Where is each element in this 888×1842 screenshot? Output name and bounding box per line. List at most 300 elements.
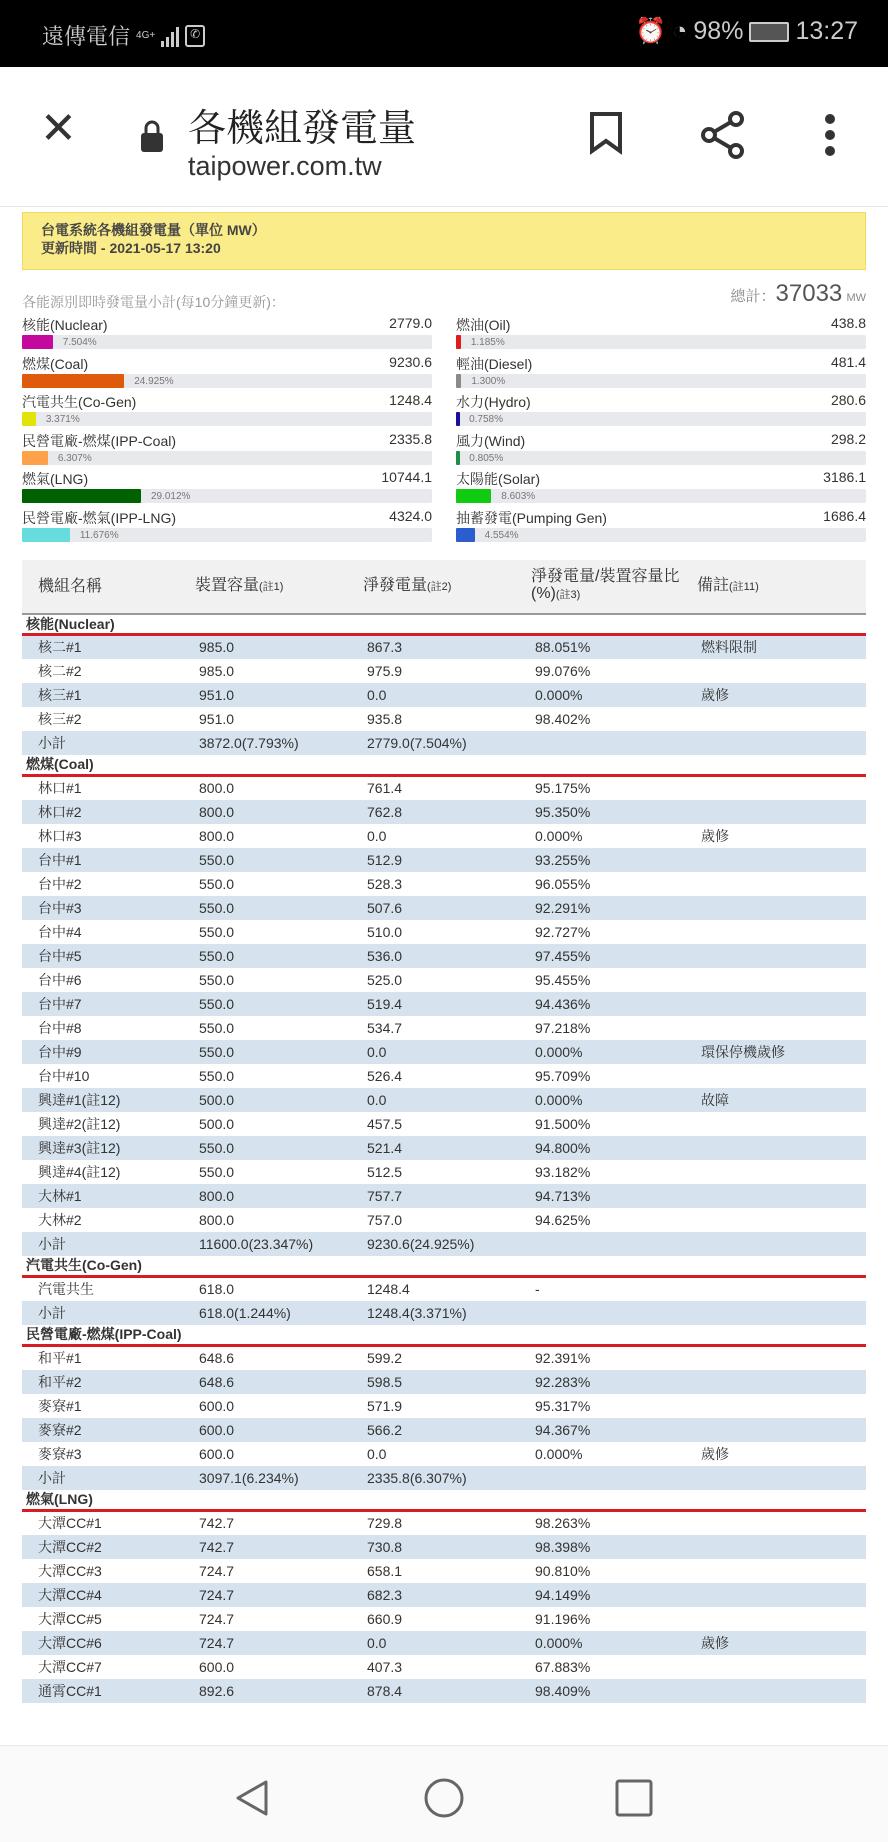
capacity: 550.0 xyxy=(195,1136,363,1160)
unit-name: 核二#1 xyxy=(22,635,195,659)
net-output: 2779.0(7.504%) xyxy=(363,731,531,755)
section-title: 民營電廠-燃煤(IPP-Coal) xyxy=(22,1325,866,1346)
unit-name: 核三#2 xyxy=(38,710,82,727)
unit-name: 林口#3 xyxy=(38,827,82,844)
table-row xyxy=(22,1136,866,1160)
remark xyxy=(697,1370,866,1394)
unit-name: 大林#2 xyxy=(38,1211,82,1228)
signal-icon xyxy=(161,25,179,47)
energy-bar-fill xyxy=(456,412,460,426)
unit-name: 興達#4(註12) xyxy=(38,1163,121,1180)
ratio xyxy=(531,1301,697,1325)
remark xyxy=(697,1301,866,1325)
alarm-icon: ⏰ xyxy=(635,17,667,45)
table-row xyxy=(22,1535,866,1559)
total-value: 37033 xyxy=(775,280,843,307)
table-row xyxy=(22,635,866,659)
capacity: 724.7 xyxy=(199,1562,235,1579)
unit-name: 核二#2 xyxy=(38,662,82,679)
energy-bar xyxy=(22,335,432,349)
unit-name: 大潭CC#3 xyxy=(38,1562,102,1579)
energy-item xyxy=(22,430,432,469)
energy-value: 10744.1 xyxy=(381,469,432,486)
ratio: 98.263% xyxy=(535,1515,591,1532)
remark xyxy=(697,731,866,755)
energy-percent: 0.758% xyxy=(469,414,504,426)
remark xyxy=(697,1112,866,1136)
unit-name: 林口#2 xyxy=(22,800,195,824)
unit-name: 台中#2 xyxy=(38,875,82,892)
remark xyxy=(697,944,866,968)
table-row xyxy=(22,896,866,920)
ratio: 94.713% xyxy=(531,1184,697,1208)
capacity: 951.0 xyxy=(195,683,363,707)
ratio: 0.000% xyxy=(535,827,583,844)
energy-bar-fill xyxy=(22,412,36,426)
net-output: 599.2 xyxy=(367,1350,403,1367)
remark xyxy=(697,1064,866,1088)
capacity: 600.0 xyxy=(199,1445,235,1462)
table-row xyxy=(22,920,866,944)
ratio: 94.625% xyxy=(535,1211,591,1228)
net-output: 0.0 xyxy=(363,683,531,707)
table-row xyxy=(22,824,866,848)
capacity: 550.0 xyxy=(199,1067,235,1084)
net-output: 878.4 xyxy=(363,1679,531,1703)
table-row xyxy=(22,968,866,992)
unit-name: 通霄CC#1 xyxy=(22,1679,195,1703)
energy-name: 太陽能(Solar) xyxy=(456,471,541,488)
remark xyxy=(697,1232,866,1256)
ratio: - xyxy=(535,1281,540,1298)
ratio: 94.149% xyxy=(531,1583,697,1607)
energy-percent: 0.805% xyxy=(469,452,504,464)
ratio: 94.800% xyxy=(531,1136,697,1160)
net-output: 0.0 xyxy=(367,827,387,844)
unit-name: 和平#1 xyxy=(38,1350,82,1367)
energy-value: 3186.1 xyxy=(823,469,866,486)
net-output: 660.9 xyxy=(367,1610,403,1627)
net-output: 521.4 xyxy=(363,1136,531,1160)
capacity: 742.7 xyxy=(195,1535,363,1559)
capacity: 648.6 xyxy=(195,1370,363,1394)
unit-name: 大潭CC#6 xyxy=(22,1631,195,1655)
energy-bar xyxy=(456,451,866,465)
section-title: 燃煤(Coal) xyxy=(22,755,866,776)
remark: 歲修 xyxy=(701,827,729,844)
ratio: 98.409% xyxy=(531,1679,697,1703)
energy-bar-fill xyxy=(456,528,475,542)
remark xyxy=(697,1016,866,1040)
capacity: 648.6 xyxy=(199,1350,235,1367)
unit-name: 興達#1(註12) xyxy=(22,1088,195,1112)
energy-bar xyxy=(456,412,866,426)
ratio xyxy=(531,1232,697,1256)
net-output: 526.4 xyxy=(367,1067,403,1084)
energy-bar xyxy=(22,528,432,542)
ratio: 92.291% xyxy=(531,896,697,920)
remark xyxy=(697,1184,866,1208)
net-output: 757.0 xyxy=(367,1211,403,1228)
section-header xyxy=(22,1490,866,1511)
energy-value: 280.6 xyxy=(830,392,866,409)
unit-name: 台中#1 xyxy=(22,848,195,872)
capacity: 600.0 xyxy=(199,1397,235,1414)
net-output: 528.3 xyxy=(367,875,403,892)
remark xyxy=(697,872,866,896)
energy-percent: 4.554% xyxy=(484,529,519,541)
remark xyxy=(697,920,866,944)
table-row xyxy=(22,1277,866,1301)
generator-table xyxy=(22,560,866,1703)
capacity: 550.0 xyxy=(195,848,363,872)
table-row xyxy=(22,1208,866,1232)
ratio: 95.317% xyxy=(535,1397,591,1414)
energy-item xyxy=(456,353,866,392)
ratio: 0.000% xyxy=(531,1088,697,1112)
capacity: 550.0 xyxy=(199,1019,235,1036)
battery-percent: 98% xyxy=(693,17,744,45)
energy-item xyxy=(22,507,432,546)
energy-item xyxy=(22,391,432,430)
capacity: 550.0 xyxy=(199,1163,235,1180)
energy-item xyxy=(456,430,866,469)
table-row xyxy=(22,707,866,731)
ratio: 0.000% xyxy=(531,1631,697,1655)
lock-icon xyxy=(140,119,164,153)
capacity: 500.0 xyxy=(199,1115,235,1132)
ratio: 98.402% xyxy=(535,710,591,727)
table-header xyxy=(22,560,866,614)
ratio: 91.196% xyxy=(535,1610,591,1627)
table-row xyxy=(22,1232,866,1256)
net-output: 9230.6(24.925%) xyxy=(363,1232,531,1256)
table-row xyxy=(22,1016,866,1040)
table-row xyxy=(22,776,866,800)
energy-bar-fill xyxy=(22,374,124,388)
net-output: 761.4 xyxy=(367,780,403,797)
total-unit: MW xyxy=(846,292,866,304)
energy-item xyxy=(456,507,866,546)
section-header xyxy=(22,614,866,635)
net-output: 975.9 xyxy=(367,662,403,679)
close-icon[interactable]: ✕ xyxy=(40,104,77,153)
unit-name: 台中#10 xyxy=(38,1067,90,1084)
notice-title: 台電系統各機組發電量（單位 MW） xyxy=(41,222,266,238)
energy-percent: 7.504% xyxy=(62,337,97,348)
capacity: 550.0 xyxy=(199,923,235,940)
table-row xyxy=(22,1184,866,1208)
energy-percent: 24.925% xyxy=(134,375,174,387)
table-row xyxy=(22,1442,866,1466)
status-bar xyxy=(0,0,888,67)
net-output: 658.1 xyxy=(367,1562,403,1579)
remark xyxy=(697,1136,866,1160)
ratio: 96.055% xyxy=(535,875,591,892)
energy-name: 水力(Hydro) xyxy=(456,394,531,411)
ratio: 0.000% xyxy=(531,683,697,707)
unit-name: 麥寮#1 xyxy=(38,1397,82,1414)
clock: 13:27 xyxy=(795,17,858,45)
more-menu-icon[interactable] xyxy=(824,113,836,157)
browser-toolbar xyxy=(0,67,888,207)
home-icon[interactable] xyxy=(424,1778,464,1823)
net-output: 1248.4 xyxy=(367,1281,410,1298)
energy-item xyxy=(456,391,866,430)
unit-name: 興達#3(註12) xyxy=(22,1136,195,1160)
capacity: 985.0 xyxy=(199,662,235,679)
unit-name: 大潭CC#2 xyxy=(22,1535,195,1559)
remark xyxy=(697,1679,866,1703)
net-output: 534.7 xyxy=(367,1019,403,1036)
ratio: 99.076% xyxy=(535,662,591,679)
net-output: 507.6 xyxy=(363,896,531,920)
energy-bar-fill xyxy=(22,489,141,503)
capacity: 618.0 xyxy=(199,1281,235,1298)
remark xyxy=(697,776,866,800)
table-row xyxy=(22,1064,866,1088)
net-output: 512.5 xyxy=(367,1163,403,1180)
energy-percent: 11.676% xyxy=(79,529,119,541)
remark xyxy=(697,1394,866,1418)
ratio: 93.182% xyxy=(535,1163,591,1180)
energy-bar xyxy=(22,374,432,388)
capacity: 550.0 xyxy=(195,944,363,968)
page-url[interactable]: taipower.com.tw xyxy=(188,151,382,181)
net-output: 407.3 xyxy=(367,1658,403,1675)
energy-bar-fill xyxy=(456,335,461,349)
capacity: 11600.0(23.347%) xyxy=(195,1232,363,1256)
energy-percent: 29.012% xyxy=(150,491,191,503)
ratio: 95.709% xyxy=(535,1067,591,1084)
remark: 歲修 xyxy=(701,1445,729,1462)
energy-name: 民營電廠-燃煤(IPP-Coal) xyxy=(22,432,177,449)
table-row xyxy=(22,1511,866,1535)
remark xyxy=(697,1208,866,1232)
energy-percent: 1.185% xyxy=(470,337,505,348)
net-output: 457.5 xyxy=(367,1115,403,1132)
energy-name: 汽電共生(Co-Gen) xyxy=(22,394,137,411)
unit-name: 台中#9 xyxy=(22,1040,195,1064)
col-name: 機組名稱 xyxy=(22,560,195,614)
ratio: 94.367% xyxy=(531,1418,697,1442)
remark xyxy=(697,896,866,920)
energy-percent: 3.371% xyxy=(45,414,80,426)
net-output: 519.4 xyxy=(363,992,531,1016)
ratio: 98.398% xyxy=(531,1535,697,1559)
unit-name: 小計 xyxy=(22,1301,195,1325)
bookmark-icon[interactable] xyxy=(588,111,624,155)
phone-icon: ✆ xyxy=(185,25,205,47)
energy-name: 風力(Wind) xyxy=(456,432,526,449)
table-row xyxy=(22,1394,866,1418)
remark xyxy=(697,659,866,683)
energy-name: 民營電廠-燃氣(IPP-LNG) xyxy=(22,509,176,526)
net-output: 757.7 xyxy=(363,1184,531,1208)
unit-name: 大潭CC#5 xyxy=(38,1610,102,1627)
table-row xyxy=(22,1607,866,1631)
energy-bar-fill xyxy=(456,451,460,465)
net-output: 512.9 xyxy=(363,848,531,872)
table-row xyxy=(22,800,866,824)
energy-item xyxy=(456,314,866,353)
energy-value: 481.4 xyxy=(830,353,866,370)
energy-bar xyxy=(22,412,432,426)
table-row xyxy=(22,1418,866,1442)
remark xyxy=(697,1511,866,1535)
net-output: 571.9 xyxy=(367,1397,403,1414)
ratio: 0.000% xyxy=(535,1445,583,1462)
energy-item xyxy=(22,353,432,392)
energy-name: 燃煤(Coal) xyxy=(22,355,89,372)
capacity: 892.6 xyxy=(195,1679,363,1703)
summary-header xyxy=(22,280,866,314)
remark xyxy=(697,1160,866,1184)
net-output: 935.8 xyxy=(367,710,403,727)
ratio: 92.727% xyxy=(535,923,591,940)
unit-name: 台中#4 xyxy=(38,923,82,940)
net-output: 0.0 xyxy=(367,1445,387,1462)
energy-bar-fill xyxy=(22,451,48,465)
ratio: 0.000% xyxy=(531,1040,697,1064)
remark: 歲修 xyxy=(697,683,866,707)
remark xyxy=(697,1655,866,1679)
remark xyxy=(697,800,866,824)
table-row xyxy=(22,1370,866,1394)
unit-name: 大潭CC#1 xyxy=(38,1515,102,1532)
ratio: 94.436% xyxy=(531,992,697,1016)
ratio: 88.051% xyxy=(531,635,697,659)
ratio: 97.455% xyxy=(531,944,697,968)
table-row xyxy=(22,683,866,707)
col-net: 淨發電量(註2) xyxy=(363,560,531,614)
capacity: 550.0 xyxy=(195,992,363,1016)
net-output: 729.8 xyxy=(367,1515,403,1532)
total-output xyxy=(731,280,866,308)
capacity: 550.0 xyxy=(195,1040,363,1064)
energy-item xyxy=(22,314,432,353)
energy-value: 438.8 xyxy=(830,315,866,331)
capacity: 800.0 xyxy=(199,827,235,844)
ratio xyxy=(531,1466,697,1490)
table-row xyxy=(22,1583,866,1607)
unit-name: 台中#7 xyxy=(22,992,195,1016)
ratio: 92.391% xyxy=(535,1350,591,1367)
energy-bar xyxy=(456,528,866,542)
remark xyxy=(697,1466,866,1490)
ratio: 97.218% xyxy=(535,1019,591,1036)
table-row xyxy=(22,1466,866,1490)
net-output: 2335.8(6.307%) xyxy=(363,1466,531,1490)
net-output: 0.0 xyxy=(363,1040,531,1064)
remark: 故障 xyxy=(697,1088,866,1112)
section-title: 核能(Nuclear) xyxy=(22,614,866,635)
energy-value: 1686.4 xyxy=(823,507,866,524)
ratio: 90.810% xyxy=(535,1562,591,1579)
ratio xyxy=(531,731,697,755)
ratio: 92.283% xyxy=(531,1370,697,1394)
table-row xyxy=(22,992,866,1016)
net-output: 536.0 xyxy=(363,944,531,968)
data-saver-icon: ◔ xyxy=(672,17,688,45)
unit-name: 核三#1 xyxy=(22,683,195,707)
unit-name: 麥寮#2 xyxy=(22,1418,195,1442)
back-icon[interactable] xyxy=(232,1778,272,1823)
carrier-name: 遠傳電信 xyxy=(42,24,131,49)
ratio: 95.175% xyxy=(535,780,591,797)
energy-item xyxy=(456,468,866,507)
network-type: 4G+ xyxy=(136,30,156,41)
remark: 歲修 xyxy=(697,1631,866,1655)
capacity: 550.0 xyxy=(199,875,235,892)
remark xyxy=(697,1583,866,1607)
unit-name: 小計 xyxy=(22,1232,195,1256)
section-header xyxy=(22,755,866,776)
unit-name: 台中#6 xyxy=(38,971,82,988)
update-notice xyxy=(22,212,866,270)
section-header xyxy=(22,1325,866,1346)
table-row xyxy=(22,1631,866,1655)
net-output: 0.0 xyxy=(363,1631,531,1655)
total-label: 總計： xyxy=(730,288,776,305)
capacity: 500.0 xyxy=(195,1088,363,1112)
energy-bar-fill xyxy=(456,374,461,388)
capacity: 724.7 xyxy=(195,1583,363,1607)
net-output: 730.8 xyxy=(363,1535,531,1559)
unit-name: 大林#1 xyxy=(22,1184,195,1208)
remark xyxy=(697,1535,866,1559)
energy-bar xyxy=(456,489,866,503)
capacity: 724.7 xyxy=(199,1610,235,1627)
energy-name: 燃氣(LNG) xyxy=(22,471,89,488)
remark xyxy=(697,992,866,1016)
capacity: 618.0(1.244%) xyxy=(195,1301,363,1325)
remark xyxy=(697,968,866,992)
capacity: 800.0 xyxy=(199,780,235,797)
unit-name: 汽電共生 xyxy=(38,1281,94,1298)
energy-bar-fill xyxy=(22,528,70,542)
summary-label: 各能源別即時發電量小計(每10分鐘更新)： xyxy=(22,294,285,310)
capacity: 985.0 xyxy=(195,635,363,659)
capacity: 724.7 xyxy=(195,1631,363,1655)
remark: 環保停機歲修 xyxy=(697,1040,866,1064)
recents-icon[interactable] xyxy=(614,1778,654,1823)
capacity: 550.0 xyxy=(195,896,363,920)
energy-value: 1248.4 xyxy=(389,392,432,409)
col-capacity: 裝置容量(註1) xyxy=(195,560,363,614)
energy-percent: 8.603% xyxy=(501,491,536,503)
energy-value: 2779.0 xyxy=(389,315,432,331)
net-output: 0.0 xyxy=(363,1088,531,1112)
net-output: 525.0 xyxy=(367,971,403,988)
update-time: 更新時間 - 2021-05-17 13:20 xyxy=(41,240,221,256)
energy-value: 298.2 xyxy=(830,430,866,447)
unit-name: 台中#8 xyxy=(38,1019,82,1036)
energy-name: 核能(Nuclear) xyxy=(22,317,108,333)
energy-summary-grid xyxy=(22,314,866,546)
ratio: 95.455% xyxy=(535,971,591,988)
section-title: 汽電共生(Co-Gen) xyxy=(22,1256,866,1277)
unit-name: 大潭CC#4 xyxy=(22,1583,195,1607)
table-row xyxy=(22,1679,866,1703)
remark xyxy=(697,1559,866,1583)
share-icon[interactable] xyxy=(700,111,746,159)
table-row xyxy=(22,1301,866,1325)
section-header xyxy=(22,1256,866,1277)
section-title: 燃氣(LNG) xyxy=(22,1490,866,1511)
remark xyxy=(697,1346,866,1370)
energy-bar xyxy=(456,374,866,388)
